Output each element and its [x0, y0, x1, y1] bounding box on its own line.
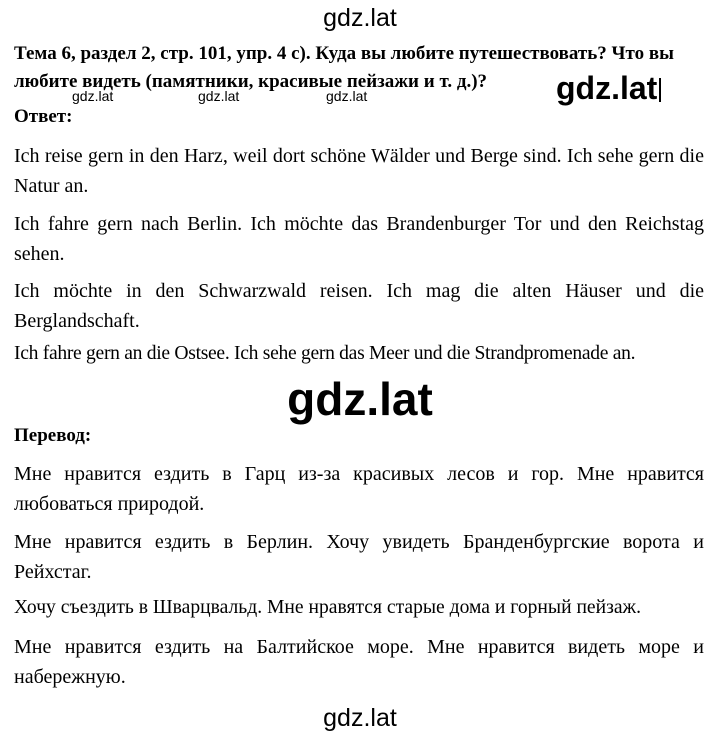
- watermark-center: gdz.lat: [287, 373, 433, 425]
- translation-paragraph: Мне нравится ездить в Берлин. Хочу увидеть Бранденбургские ворота и Рейхстаг.: [14, 531, 704, 583]
- translation-paragraph: Хочу съездить в Шварцвальд. Мне нравятся старые дома и горный пейзаж.: [14, 597, 641, 618]
- translation-paragraph: Мне нравится ездить на Балтийское море. Мне нравится видеть море и набережную.: [14, 636, 704, 688]
- answer-paragraph: Ich fahre gern an die Ostsee. Ich sehe gern das Meer und die Strandpromenade an.: [14, 343, 636, 364]
- answer-paragraph: Ich möchte in den Schwarzwald reisen. Ich mag die alten Häuser und die Berglandschaft.: [14, 280, 704, 332]
- watermark-small: gdz.lat: [326, 88, 368, 104]
- task-title: Тема 6, раздел 2, стр. 101, упр. 4 с). Куда вы любите путешествовать? Что вы любите видеть (памятники, красивые пейзажи и т. д.)?: [14, 43, 674, 92]
- translation-paragraph: Мне нравится ездить в Гарц из-за красивых лесов и гор. Мне нравится любоваться природой.: [14, 463, 704, 515]
- answer-paragraph: Ich fahre gern nach Berlin. Ich möchte das Brandenburger Tor und den Reichstag sehen.: [14, 213, 704, 265]
- answer-paragraph: Ich reise gern in den Harz, weil dort schöne Wälder und Berge sind. Ich sehe gern die Natur an.: [14, 145, 704, 197]
- answer-label: Ответ:: [14, 106, 73, 127]
- watermark-right: gdz.lat: [556, 70, 658, 106]
- watermark-small: gdz.lat: [72, 88, 114, 104]
- watermark-bottom: gdz.lat: [323, 704, 397, 732]
- watermark-top: gdz.lat: [323, 4, 397, 32]
- watermark-small: gdz.lat: [198, 88, 240, 104]
- translation-label: Перевод:: [14, 425, 92, 446]
